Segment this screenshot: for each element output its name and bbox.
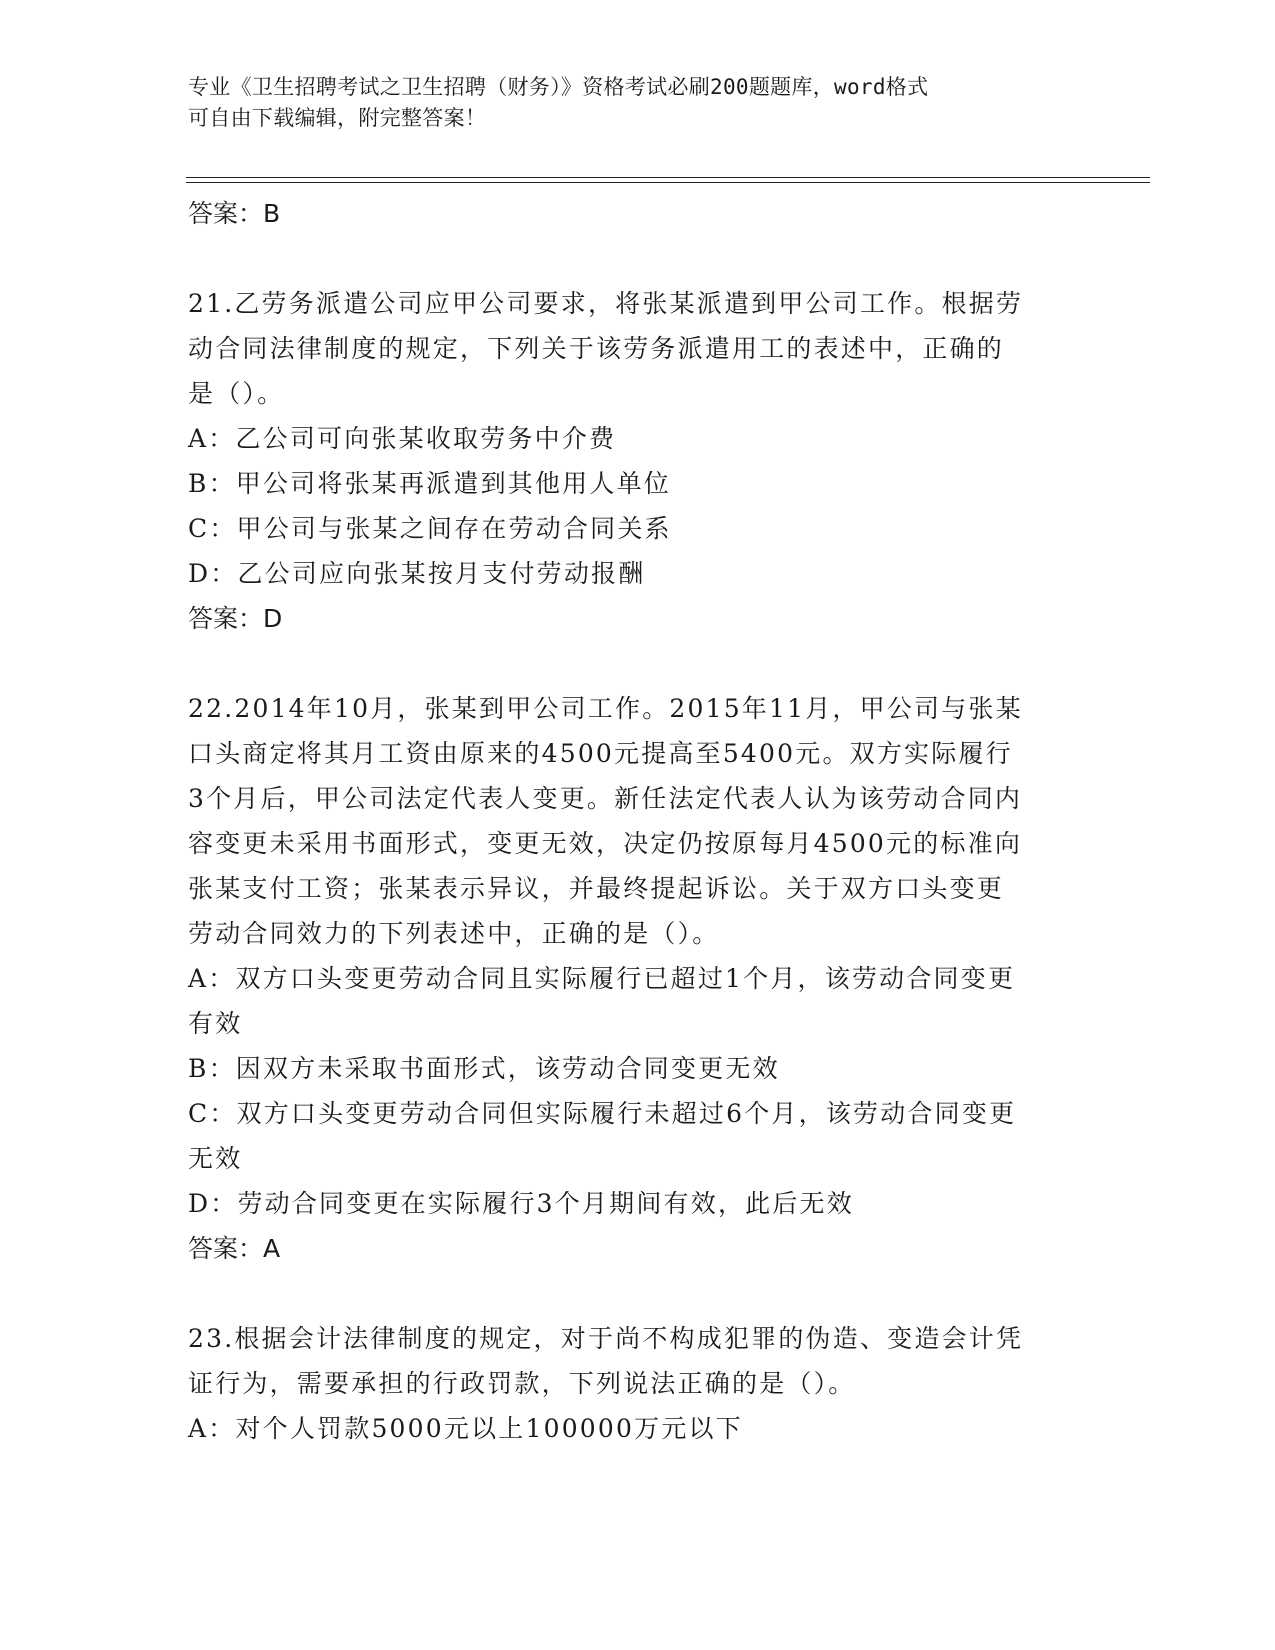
question-stem-line: 3个月后，甲公司法定代表人变更。新任法定代表人认为该劳动合同内: [188, 784, 1023, 813]
question-stem-line: 劳动合同效力的下列表述中，正确的是（）。: [188, 919, 720, 948]
question-stem-line: 张某支付工资；张某表示异议，并最终提起诉讼。关于双方口头变更: [188, 874, 1005, 903]
option-a-continued: 有效: [188, 1009, 243, 1038]
question-stem-line: 容变更未采用书面形式，变更无效，决定仍按原每月4500元的标准向: [188, 829, 1023, 858]
option-a: A：双方口头变更劳动合同且实际履行已超过1个月，该劳动合同变更: [188, 964, 1016, 993]
question-stem-line: 22.2014年10月，张某到甲公司工作。2015年11月，甲公司与张某: [188, 694, 1023, 723]
answer-line: 答案：B: [188, 199, 281, 228]
header-line: 专业《卫生招聘考试之卫生招聘（财务）》资格考试必刷200题题库，word格式: [188, 75, 929, 99]
option-c: C：双方口头变更劳动合同但实际履行未超过6个月，该劳动合同变更: [188, 1099, 1017, 1128]
spacer: [188, 237, 1088, 281]
option-d: D：劳动合同变更在实际履行3个月期间有效，此后无效: [188, 1189, 854, 1218]
question-stem-line: 口头商定将其月工资由原来的4500元提高至5400元。双方实际履行: [188, 739, 1013, 768]
spacer: [188, 1272, 1088, 1316]
document-header: [188, 72, 1068, 134]
option-c-continued: 无效: [188, 1144, 243, 1173]
spacer: [188, 642, 1088, 686]
option-d: D：乙公司应向张某按月支付劳动报酬: [188, 559, 646, 588]
question-23: [188, 1316, 1088, 1451]
option-a: A：对个人罚款5000元以上100000万元以下: [188, 1414, 743, 1443]
header-divider-top: [186, 177, 1150, 178]
option-c: C：甲公司与张某之间存在劳动合同关系: [188, 514, 672, 543]
option-b: B：甲公司将张某再派遣到其他用人单位: [188, 469, 671, 498]
question-stem-line: 23.根据会计法律制度的规定，对于尚不构成犯罪的伪造、变造会计凭: [188, 1324, 1024, 1353]
document-body: [188, 191, 1088, 1451]
question-stem-line: 是（）。: [188, 379, 285, 408]
question-stem-line: 动合同法律制度的规定，下列关于该劳务派遣用工的表述中，正确的: [188, 334, 1005, 363]
answer-line: 答案：A: [188, 1234, 281, 1263]
header-line: 可自由下载编辑，附完整答案！: [188, 106, 487, 130]
option-b: B：因双方未采取书面形式，该劳动合同变更无效: [188, 1054, 780, 1083]
answer-line: 答案：D: [188, 604, 283, 633]
question-stem-line: 证行为，需要承担的行政罚款，下列说法正确的是（）。: [188, 1369, 856, 1398]
question-21: [188, 281, 1088, 642]
question-stem-line: 21.乙劳务派遣公司应甲公司要求，将张某派遣到甲公司工作。根据劳: [188, 289, 1024, 318]
option-a: A：乙公司可向张某收取劳务中介费: [188, 424, 617, 453]
header-divider-bottom: [186, 182, 1150, 183]
question-22: [188, 686, 1088, 1272]
